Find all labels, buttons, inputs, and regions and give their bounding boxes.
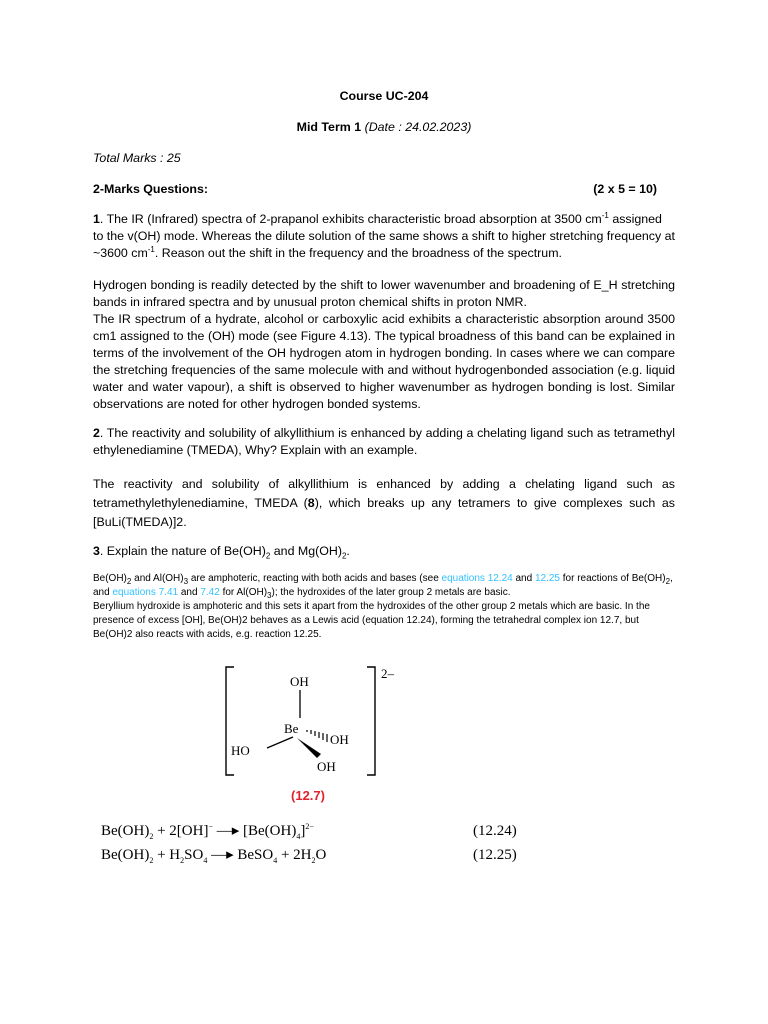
- compound-label: (12.7): [291, 788, 325, 803]
- section-marks: (2 x 5 = 10): [593, 182, 657, 196]
- answer-1: [93, 277, 675, 413]
- link-equations-12-24[interactable]: equations 12.24: [441, 573, 513, 584]
- oh-top: OH: [290, 674, 309, 689]
- equation-12-25-body: $Be(OH)_2 + H_2SO_4$ —▸ BeSO$_4$ + $2H_2O$: [101, 847, 327, 865]
- answer-1-para-1: Hydrogen bonding is readily detected by the shift to lower wavenumber and broadening of E_H stretching bands in infrared spectra and by unusual proton chemical shifts in proton NMR.: [93, 278, 675, 309]
- hashed-bond: [307, 730, 327, 742]
- question-1: 1. The IR (Infrared) spectra of 2-prapanol exhibits characteristic broad absorption at 3500 $cm^{-1}$ assigned to the v(OH) mode. Whereas the dilute solution of the same shows a shift to higher stretching frequency at ~3600 $cm^{-1}$. Reason out the shift in the frequency and the broadness of the spectrum.: [93, 210, 675, 260]
- exam-title: [93, 119, 675, 136]
- question-2: 2. The reactivity and solubility of alkyllithium is enhanced by adding a chelating ligand such as tetramethyl ethylenediamine (TMEDA), Why? Explain with an example.: [93, 426, 675, 457]
- total-marks: Total Marks : 25: [93, 151, 181, 165]
- oh-left: HO: [231, 743, 250, 758]
- oh-bottom: OH: [317, 759, 336, 774]
- answer-3-para-2: Beryllium hydroxide is amphoteric and this sets it apart from the hydroxides of the other group 2 metals which are basic. In the presence of excess [OH], Be(OH)2 behaves as a Lewis acid (equation 12.24), forming the tetrahedral complex ion 12.7, but Be(OH)2 also reacts with acids, e.g. reaction 12.25.: [93, 601, 650, 640]
- link-equations-7-41[interactable]: equations 7.41: [112, 587, 179, 598]
- answer-2: The reactivity and solubility of alkyllithium is enhanced by adding a chelating ligand such as tetramethylethylenediamine, TMEDA (8), which breaks up any tetramers to give complexes such as [BuLi(TMEDA)]2.: [93, 477, 675, 529]
- exam-name: Mid Term 1: [296, 120, 362, 134]
- course-title: Course UC-204: [339, 89, 429, 103]
- be-oh4-structure: [223, 660, 513, 785]
- section-heading: [93, 181, 675, 198]
- complex-charge: 2–: [381, 666, 394, 681]
- question-3: 3. Explain the nature of $Be(OH)_2$ and $Mg(OH)_2$.: [93, 544, 350, 561]
- answer-1-para-2: The IR spectrum of a hydrate, alcohol or carboxylic acid exhibits a characteristic absorption around 3500 cm1 assigned to the (OH) mode (see Figure 4.13). The typical broadness of this band can be explained in terms of the involvement of the OH hydrogen atom in hydrogen bonding. In cases where we can compare the stretching frequencies of the same molecule with and without hydrogenbonded association (e.g. liquid water and water vapour), a shift is observed to higher wavenumber as hydrogen bonding is lost. Similar observations are noted for other hydrogen bonded systems.: [93, 312, 675, 411]
- answer-3-para-1: $Be(OH)_2$ and $Al(OH)_3$ are amphoteric, reacting with both acids and bases (see equations 12.24 and 12.25 for reactions of $Be(OH)_2$, and equations 7.41 and 7.42 for $Al(OH)_3$); the hydroxides of the later group 2 metals are basic.: [93, 573, 673, 600]
- left-bracket: [226, 667, 234, 775]
- section-title: 2-Marks Questions:: [93, 182, 208, 196]
- oh-right: OH: [330, 732, 349, 747]
- bond-left: [267, 737, 293, 748]
- answer-3: [93, 572, 675, 642]
- be-atom: Be: [284, 721, 299, 736]
- link-7-42[interactable]: 7.42: [200, 587, 220, 598]
- right-bracket: [367, 667, 375, 775]
- exam-date: (Date : 24.02.2023): [364, 120, 472, 134]
- equation-12-24-body: $Be(OH)_2 + 2[OH]^-$ —▸ $[Be(OH)_4]^{2-}$: [101, 822, 314, 841]
- equation-number: (12.25): [473, 847, 517, 863]
- equation-number: (12.24): [473, 823, 517, 839]
- link-12-25[interactable]: 12.25: [534, 573, 560, 584]
- wedge-bond: [297, 738, 321, 758]
